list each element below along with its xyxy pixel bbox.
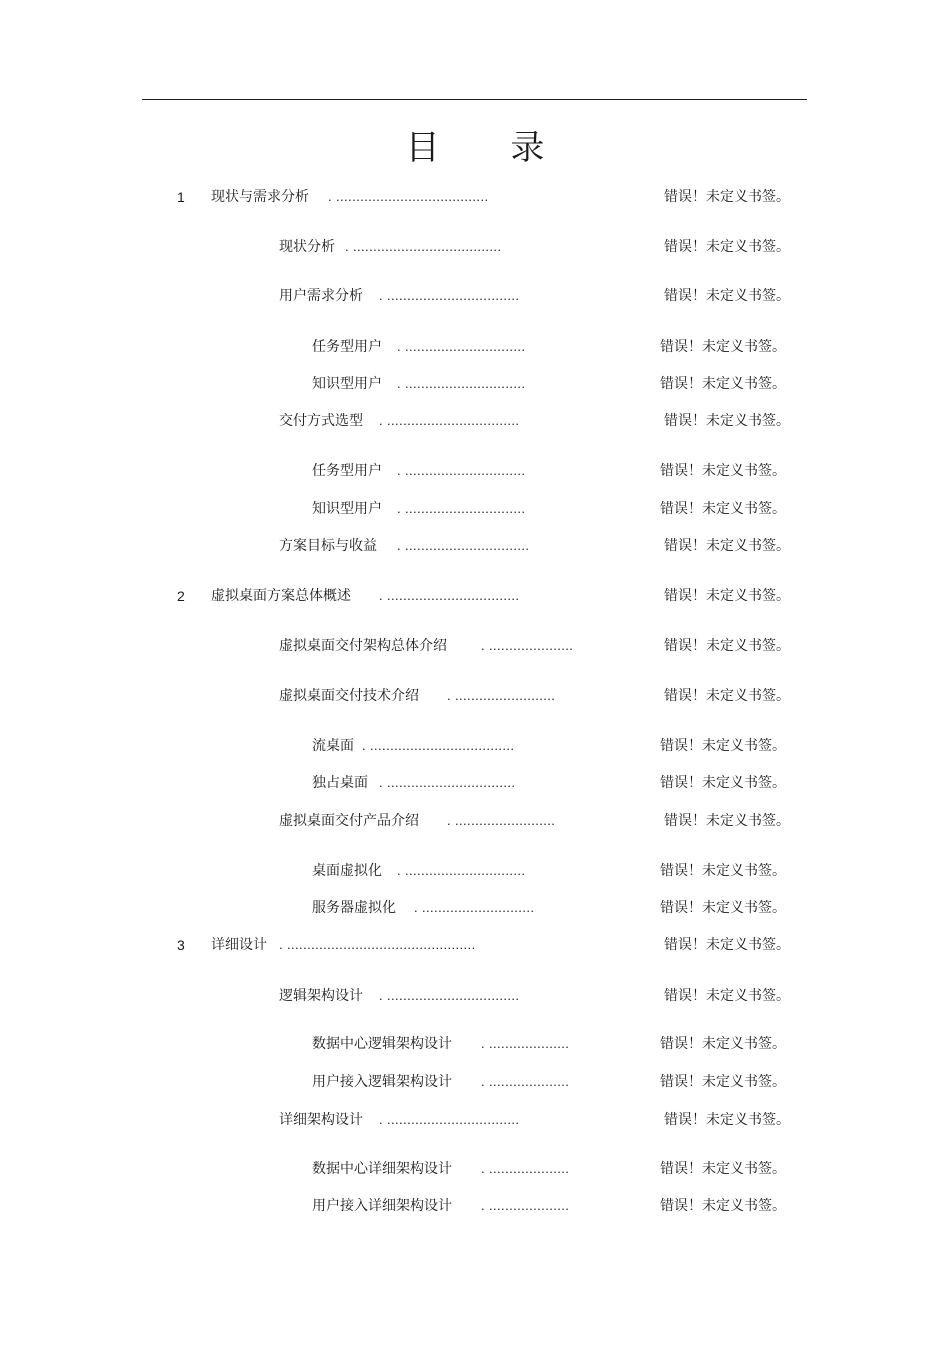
toc-entry[interactable] (0, 860, 950, 882)
toc-entry-label: 知识型用户 (312, 376, 382, 392)
toc-leader-dots: . ............................ (414, 900, 535, 915)
top-rule (142, 99, 807, 100)
toc-leader-dots: . .................................... (362, 738, 515, 753)
toc-entry-label: 任务型用户 (312, 463, 382, 479)
toc-page-reference: 错误！未定义书签。 (660, 738, 786, 754)
toc-page-reference: 错误！未定义书签。 (664, 638, 790, 654)
toc-entry-label: 现状与需求分析 (211, 189, 309, 205)
toc-entry-label: 服务器虚拟化 (312, 900, 396, 916)
toc-entry-label: 任务型用户 (312, 339, 382, 355)
toc-page-reference: 错误！未定义书签。 (660, 775, 786, 791)
toc-entry[interactable] (0, 1033, 950, 1055)
toc-entry[interactable] (0, 498, 950, 520)
toc-leader-dots: . ...................................... (328, 189, 489, 204)
toc-page-reference: 错误！未定义书签。 (664, 1112, 790, 1128)
toc-entry-label: 用户需求分析 (279, 288, 363, 304)
toc-leader-dots: . ................................. (379, 988, 520, 1003)
toc-entry-number: 3 (177, 937, 185, 953)
toc-entry-label: 桌面虚拟化 (312, 863, 382, 879)
toc-page-reference: 错误！未定义书签。 (664, 239, 790, 255)
toc-entry-label: 数据中心逻辑架构设计 (312, 1036, 452, 1052)
toc-leader-dots: . ......................... (447, 688, 556, 703)
toc-entry[interactable] (0, 1109, 950, 1131)
toc-entry[interactable] (0, 1071, 950, 1093)
toc-leader-dots: . .................... (481, 1161, 570, 1176)
toc-leader-dots: . .................... (481, 1198, 570, 1213)
toc-leader-dots: . .................... (481, 1036, 570, 1051)
toc-entry[interactable] (0, 685, 950, 707)
toc-leader-dots: . ................................ (379, 775, 516, 790)
toc-page-reference: 错误！未定义书签。 (664, 413, 790, 429)
toc-entry-label: 独占桌面 (312, 775, 368, 791)
page-title: 目 录 (405, 128, 575, 168)
toc-entry[interactable] (0, 934, 950, 956)
toc-page-reference: 错误！未定义书签。 (664, 813, 790, 829)
toc-entry-number: 1 (177, 189, 185, 205)
toc-entry-label: 虚拟桌面交付技术介绍 (279, 688, 419, 704)
toc-entry[interactable] (0, 1158, 950, 1180)
toc-page-reference: 错误！未定义书签。 (664, 588, 790, 604)
toc-page-reference: 错误！未定义书签。 (664, 688, 790, 704)
toc-entry-label: 虚拟桌面交付架构总体介绍 (279, 638, 447, 654)
toc-entry-label: 详细设计 (211, 937, 267, 953)
toc-entry[interactable] (0, 772, 950, 794)
toc-leader-dots: . .............................. (397, 501, 526, 516)
toc-leader-dots: . .............................. (397, 339, 526, 354)
toc-leader-dots: . ................................. (379, 1112, 520, 1127)
toc-leader-dots: . .............................. (397, 376, 526, 391)
toc-entry-label: 现状分析 (279, 239, 335, 255)
toc-entry-label: 用户接入逻辑架构设计 (312, 1074, 452, 1090)
toc-entry[interactable] (0, 373, 950, 395)
toc-entry-label: 流桌面 (312, 738, 354, 754)
toc-entry[interactable] (0, 897, 950, 919)
toc-entry[interactable] (0, 285, 950, 307)
toc-entry-label: 方案目标与收益 (279, 538, 377, 554)
toc-entry[interactable] (0, 1195, 950, 1217)
toc-entry[interactable] (0, 585, 950, 607)
toc-page-reference: 错误！未定义书签。 (664, 538, 790, 554)
toc-entry[interactable] (0, 336, 950, 358)
toc-leader-dots: . .............................. (397, 863, 526, 878)
toc-page-reference: 错误！未定义书签。 (660, 1198, 786, 1214)
toc-page-reference: 错误！未定义书签。 (660, 339, 786, 355)
toc-entry[interactable] (0, 236, 950, 258)
toc-entry[interactable] (0, 735, 950, 757)
toc-leader-dots: . .............................. (397, 463, 526, 478)
toc-leader-dots: . ................................. (379, 588, 520, 603)
toc-leader-dots: . ......................... (447, 813, 556, 828)
toc-leader-dots: . ..................... (481, 638, 574, 653)
toc-page-reference: 错误！未定义书签。 (660, 900, 786, 916)
toc-leader-dots: . .................... (481, 1074, 570, 1089)
toc-entry-label: 详细架构设计 (279, 1112, 363, 1128)
toc-leader-dots: . ............................................... (279, 937, 476, 952)
toc-page-reference: 错误！未定义书签。 (660, 376, 786, 392)
toc-entry-label: 交付方式选型 (279, 413, 363, 429)
toc-entry[interactable] (0, 810, 950, 832)
toc-entry[interactable] (0, 985, 950, 1007)
toc-page-reference: 错误！未定义书签。 (664, 189, 790, 205)
toc-page-reference: 错误！未定义书签。 (660, 1036, 786, 1052)
toc-page-reference: 错误！未定义书签。 (660, 1074, 786, 1090)
toc-page-reference: 错误！未定义书签。 (664, 288, 790, 304)
toc-entry[interactable] (0, 460, 950, 482)
toc-entry-label: 用户接入详细架构设计 (312, 1198, 452, 1214)
toc-entry-label: 知识型用户 (312, 501, 382, 517)
toc-entry-label: 逻辑架构设计 (279, 988, 363, 1004)
toc-leader-dots: . ................................. (379, 288, 520, 303)
toc-entry[interactable] (0, 410, 950, 432)
toc-leader-dots: . ............................... (397, 538, 530, 553)
toc-leader-dots: . ................................. (379, 413, 520, 428)
toc-entry[interactable] (0, 186, 950, 208)
toc-entry-label: 虚拟桌面方案总体概述 (211, 588, 351, 604)
toc-leader-dots: . ..................................... (345, 239, 502, 254)
toc-page-reference: 错误！未定义书签。 (660, 1161, 786, 1177)
toc-entry[interactable] (0, 635, 950, 657)
toc-entry-label: 虚拟桌面交付产品介绍 (279, 813, 419, 829)
toc-page-reference: 错误！未定义书签。 (664, 937, 790, 953)
toc-entry-label: 数据中心详细架构设计 (312, 1161, 452, 1177)
toc-page-reference: 错误！未定义书签。 (660, 863, 786, 879)
toc-entry[interactable] (0, 535, 950, 557)
toc-page-reference: 错误！未定义书签。 (660, 463, 786, 479)
toc-page-reference: 错误！未定义书签。 (664, 988, 790, 1004)
toc-page-reference: 错误！未定义书签。 (660, 501, 786, 517)
toc-entry-number: 2 (177, 588, 185, 604)
